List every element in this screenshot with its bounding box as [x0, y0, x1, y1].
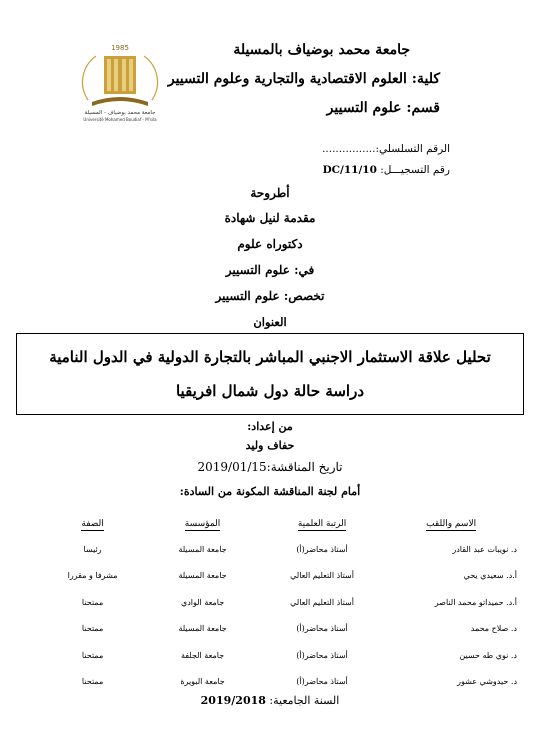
table-row [40, 563, 518, 590]
jury-member-institution: جامعة المسيلة [178, 571, 227, 581]
jury-member-rank: أستاذ محاضر(أ) [296, 624, 348, 634]
academic-year-value: 2019/2018 [200, 694, 266, 707]
university-logo-icon [70, 42, 170, 124]
jury-member-role: ممتحنا [81, 650, 104, 660]
jury-member-institution: جامعة البويرة [180, 677, 225, 687]
department-name: قسم: علوم التسيير [326, 100, 440, 116]
faculty-name: كلية: العلوم الاقتصادية والتجارية وعلوم التسيير [167, 71, 440, 87]
jury-header-name: الاسم واللقب [426, 519, 477, 529]
jury-member-name: د. نوي طه حسين [459, 650, 517, 660]
defense-date-value: 2019/01/15 [197, 460, 267, 474]
registration-number [323, 164, 450, 176]
logo-year: 1985 [111, 44, 129, 52]
jury-member-name: د. حيدوشي عشور [457, 677, 517, 687]
registration-value: DC/11/10 [322, 164, 377, 176]
jury-member-rank: أستاذ محاضر(أ) [296, 544, 348, 554]
defense-date-label: تاريخ المناقشة: [266, 460, 343, 474]
jury-member-institution: جامعة الوادي [180, 597, 225, 607]
serial-number: الرقم التسلسلي:................ [322, 143, 450, 155]
jury-table [40, 512, 518, 695]
committee-intro: أمام لجنة المناقشة المكونة من السادة: [179, 485, 361, 498]
jury-member-role: مشرفا و مقررا [67, 571, 118, 581]
jury-member-name: أ.د. سعيدي يحي [463, 571, 517, 581]
table-row [40, 642, 518, 669]
thesis-kind: أطروحة [250, 186, 290, 200]
thesis-speciality: تخصص: علوم التسيير [215, 289, 325, 303]
title-label: العنوان [253, 315, 287, 329]
jury-member-role: ممتحنا [81, 597, 104, 607]
jury-member-name: أ.د. حميداتو محمد الناصر [434, 597, 517, 607]
table-row [40, 669, 518, 696]
thesis-title-line-1: تحليل علاقة الاستثمار الاجنبي المباشر بالتجارة الدولية في الدول النامية [49, 348, 491, 366]
registration-label: رقم التسجيـــل: [380, 164, 450, 176]
thesis-purpose: مقدمة لنيل شهادة [224, 211, 316, 225]
jury-member-role: ممتحنا [81, 624, 104, 634]
logo-name-fr: Université Mohamed Boudiaf - M'sila [83, 117, 157, 122]
jury-member-name: د. نويبات عبد القادر [452, 544, 517, 554]
thesis-title-box [16, 333, 524, 415]
jury-member-name: د. صلاح محمد [470, 624, 517, 634]
defense-date [0, 460, 540, 474]
university-logo [70, 42, 170, 124]
thesis-title-line-2: دراسة حالة دول شمال افريقيا [175, 382, 365, 400]
jury-header-institution: المؤسسة [184, 519, 221, 529]
academic-year-label: السنة الجامعية: [269, 694, 340, 707]
table-row [40, 536, 518, 563]
jury-member-institution: جامعة المسيلة [178, 624, 227, 634]
jury-header-rank: الرتبة العلمية [297, 519, 347, 529]
jury-member-role: رئيسا [83, 544, 102, 554]
author-name: حفاف وليد [245, 439, 295, 452]
academic-year [0, 694, 540, 707]
prepared-by-label: من إعداد: [247, 420, 293, 433]
jury-member-role: ممتحنا [81, 677, 104, 687]
jury-member-institution: جامعة الجلفة [180, 650, 225, 660]
thesis-field: في: علوم التسيير [225, 263, 315, 277]
jury-member-institution: جامعة المسيلة [178, 544, 227, 554]
jury-member-rank: أستاذ محاضر(أ) [296, 677, 348, 687]
jury-header-row [40, 512, 518, 536]
jury-member-rank: أستاذ التعليم العالي [290, 571, 354, 581]
jury-member-rank: أستاذ محاضر(أ) [296, 650, 348, 660]
university-name: جامعة محمد بوضياف بالمسيلة [233, 42, 410, 58]
logo-name-ar: جامعة محمد بوضياف - المسيلة [84, 110, 156, 116]
thesis-degree: دكتوراه علوم [237, 237, 303, 251]
jury-member-rank: أستاذ التعليم العالي [290, 597, 354, 607]
table-row [40, 616, 518, 643]
jury-header-role: الصفة [81, 519, 104, 529]
table-row [40, 589, 518, 616]
